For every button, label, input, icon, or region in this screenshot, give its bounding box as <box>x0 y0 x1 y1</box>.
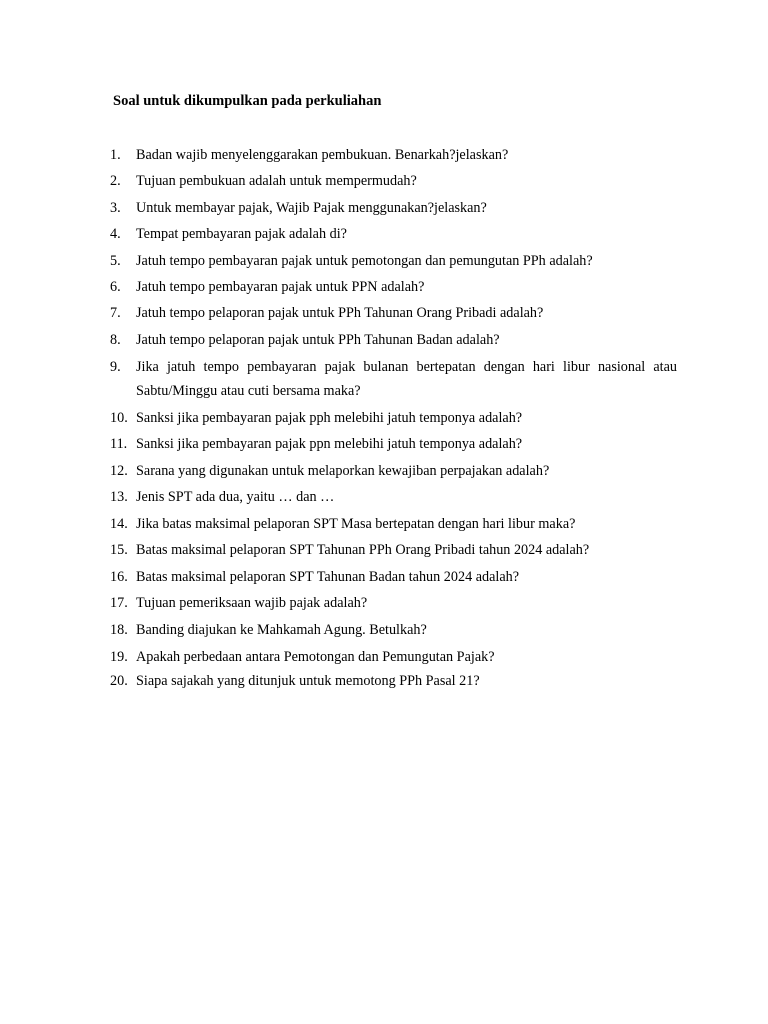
question-number: 5. <box>110 253 121 269</box>
question-text: Jenis SPT ada dua, yaitu … dan … <box>136 489 335 505</box>
question-number: 9. <box>110 359 121 375</box>
question-text: Batas maksimal pelaporan SPT Tahunan Badan tahun 2024 adalah? <box>136 569 520 585</box>
question-text: Banding diajukan ke Mahkamah Agung. Betulkah? <box>136 622 427 638</box>
question-number: 10. <box>110 410 128 426</box>
question-number: 12. <box>110 463 128 479</box>
question-number: 18. <box>110 622 128 638</box>
question-number: 16. <box>110 569 128 585</box>
question-number: 13. <box>110 489 128 505</box>
question-text: Tujuan pembukuan adalah untuk mempermudah? <box>136 173 417 189</box>
question-text: Jatuh tempo pelaporan pajak untuk PPh Tahunan Badan adalah? <box>136 332 500 348</box>
question-text: Badan wajib menyelenggarakan pembukuan. Benarkah?jelaskan? <box>136 147 509 163</box>
question-text: Sanksi jika pembayaran pajak ppn melebihi jatuh temponya adalah? <box>136 436 523 452</box>
question-number: 20. <box>110 673 128 689</box>
question-text: Jatuh tempo pelaporan pajak untuk PPh Tahunan Orang Pribadi adalah? <box>136 305 544 321</box>
question-text: Sanksi jika pembayaran pajak pph melebihi jatuh temponya adalah? <box>136 410 523 426</box>
question-number: 7. <box>110 305 121 321</box>
question-text: Tujuan pemeriksaan wajib pajak adalah? <box>136 595 368 611</box>
question-number: 2. <box>110 173 121 189</box>
question-number: 6. <box>110 279 121 295</box>
question-number: 11. <box>110 436 128 452</box>
question-text: Sarana yang digunakan untuk melaporkan kewajiban perpajakan adalah? <box>136 463 550 479</box>
question-number: 19. <box>110 649 128 665</box>
question-text: Batas maksimal pelaporan SPT Tahunan PPh Orang Pribadi tahun 2024 adalah? <box>136 542 590 558</box>
question-number: 14. <box>110 516 128 532</box>
question-text: Jika jatuh tempo pembayaran pajak bulanan bertepatan dengan hari libur nasional atau Sabtu/Minggu atau cuti bersama maka? <box>136 359 677 399</box>
document-title: Soal untuk dikumpulkan pada perkuliahan <box>113 93 382 109</box>
question-number: 15. <box>110 542 128 558</box>
question-number: 1. <box>110 147 121 163</box>
question-text: Siapa sajakah yang ditunjuk untuk memotong PPh Pasal 21? <box>136 673 480 689</box>
question-number: 17. <box>110 595 128 611</box>
question-number: 8. <box>110 332 121 348</box>
question-number: 3. <box>110 200 121 216</box>
question-text: Jatuh tempo pembayaran pajak untuk pemotongan dan pemungutan PPh adalah? <box>136 253 593 269</box>
question-text: Apakah perbedaan antara Pemotongan dan Pemungutan Pajak? <box>136 649 495 665</box>
question-text: Jika batas maksimal pelaporan SPT Masa bertepatan dengan hari libur maka? <box>136 516 576 532</box>
question-text: Tempat pembayaran pajak adalah di? <box>136 226 347 242</box>
question-text: Jatuh tempo pembayaran pajak untuk PPN adalah? <box>136 279 425 295</box>
question-number: 4. <box>110 226 121 242</box>
question-text: Untuk membayar pajak, Wajib Pajak menggunakan?jelaskan? <box>136 200 487 216</box>
